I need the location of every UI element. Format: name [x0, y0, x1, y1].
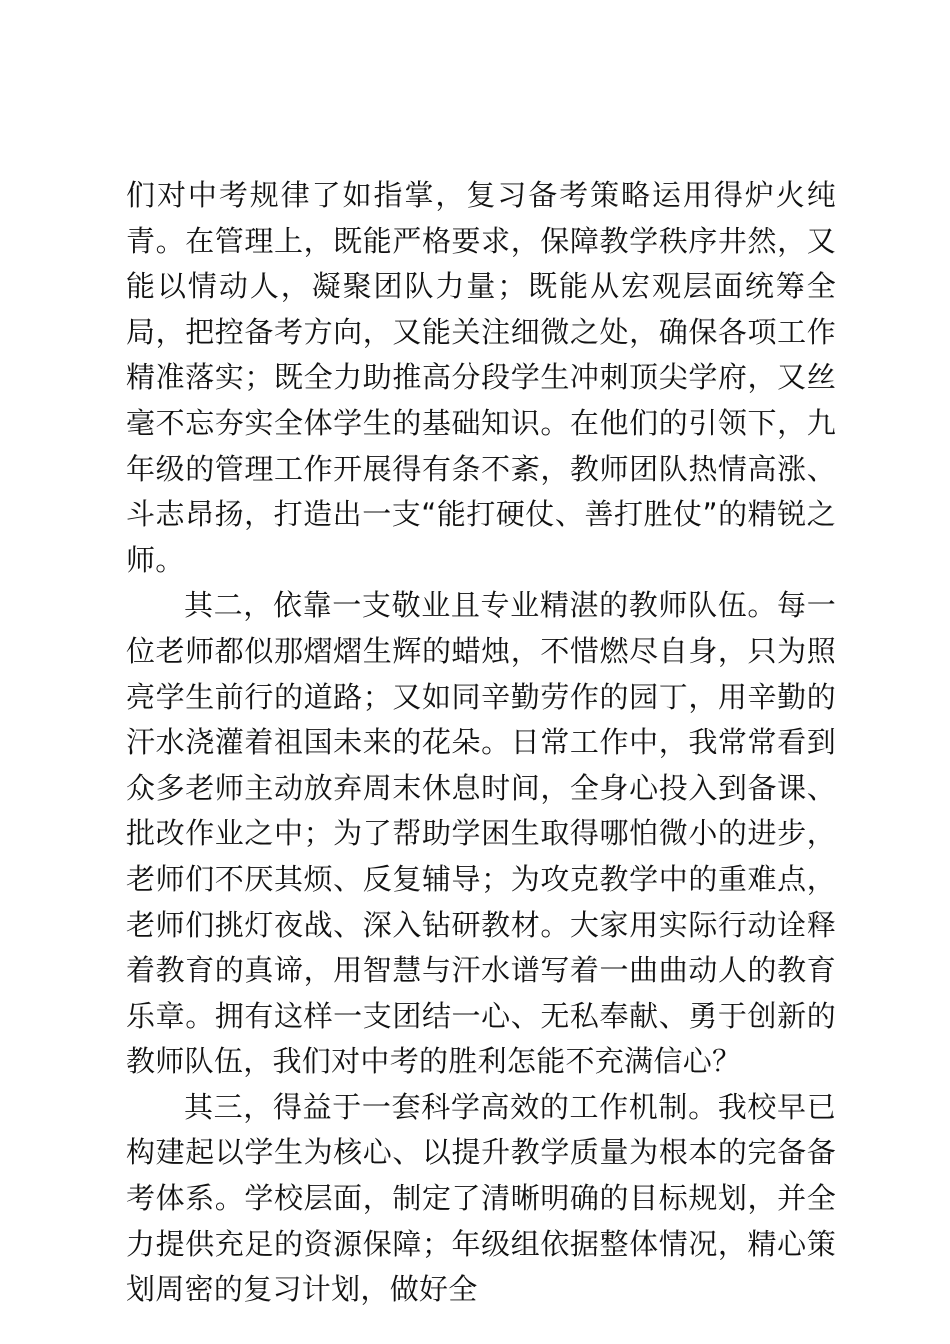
- paragraph-point-three: 其三，得益于一套科学高效的工作机制。我校早已构建起以学生为核心、以提升教学质量为根本的完备备考体系。学校层面，制定了清晰明确的目标规划，并全力提供充足的资源保障；年级组依据整体情况，精心策划周密的复习计划，做好全: [126, 1089, 836, 1307]
- paragraph-point-two: 其二，依靠一支敬业且专业精湛的教师队伍。每一位老师都似那熠熠生辉的蜡烛，不惜燃尽自身，只为照亮学生前行的道路；又如同辛勤劳作的园丁，用辛勤的汗水浇灌着祖国未来的花朵。日常工作中，我常常看到众多老师主动放弃周末休息时间，全身心投入到备课、批改作业之中；为了帮助学困生取得哪怕微小的进步，老师们不厌其烦、反复辅导；为攻克教学中的重难点，老师们挑灯夜战、深入钻研教材。大家用实际行动诠释着教育的真谛，用智慧与汗水谱写着一曲曲动人的教育乐章。拥有这样一支团结一心、无私奉献、勇于创新的教师队伍，我们对中考的胜利怎能不充满信心？: [126, 588, 836, 1079]
- paragraph-continued: 们对中考规律了如指掌，复习备考策略运用得炉火纯青。在管理上，既能严格要求，保障教学秩序井然，又能以情动人，凝聚团队力量；既能从宏观层面统筹全局，把控备考方向，又能关注细微之处，确保各项工作精准落实；既全力助推高分段学生冲刺顶尖学府，又丝毫不忘夯实全体学生的基础知识。在他们的引领下，九年级的管理工作开展得有条不紊，教师团队热情高涨、斗志昂扬，打造出一支“能打硬仗、善打胜仗”的精锐之师。: [126, 178, 836, 577]
- document-body: [126, 173, 836, 1313]
